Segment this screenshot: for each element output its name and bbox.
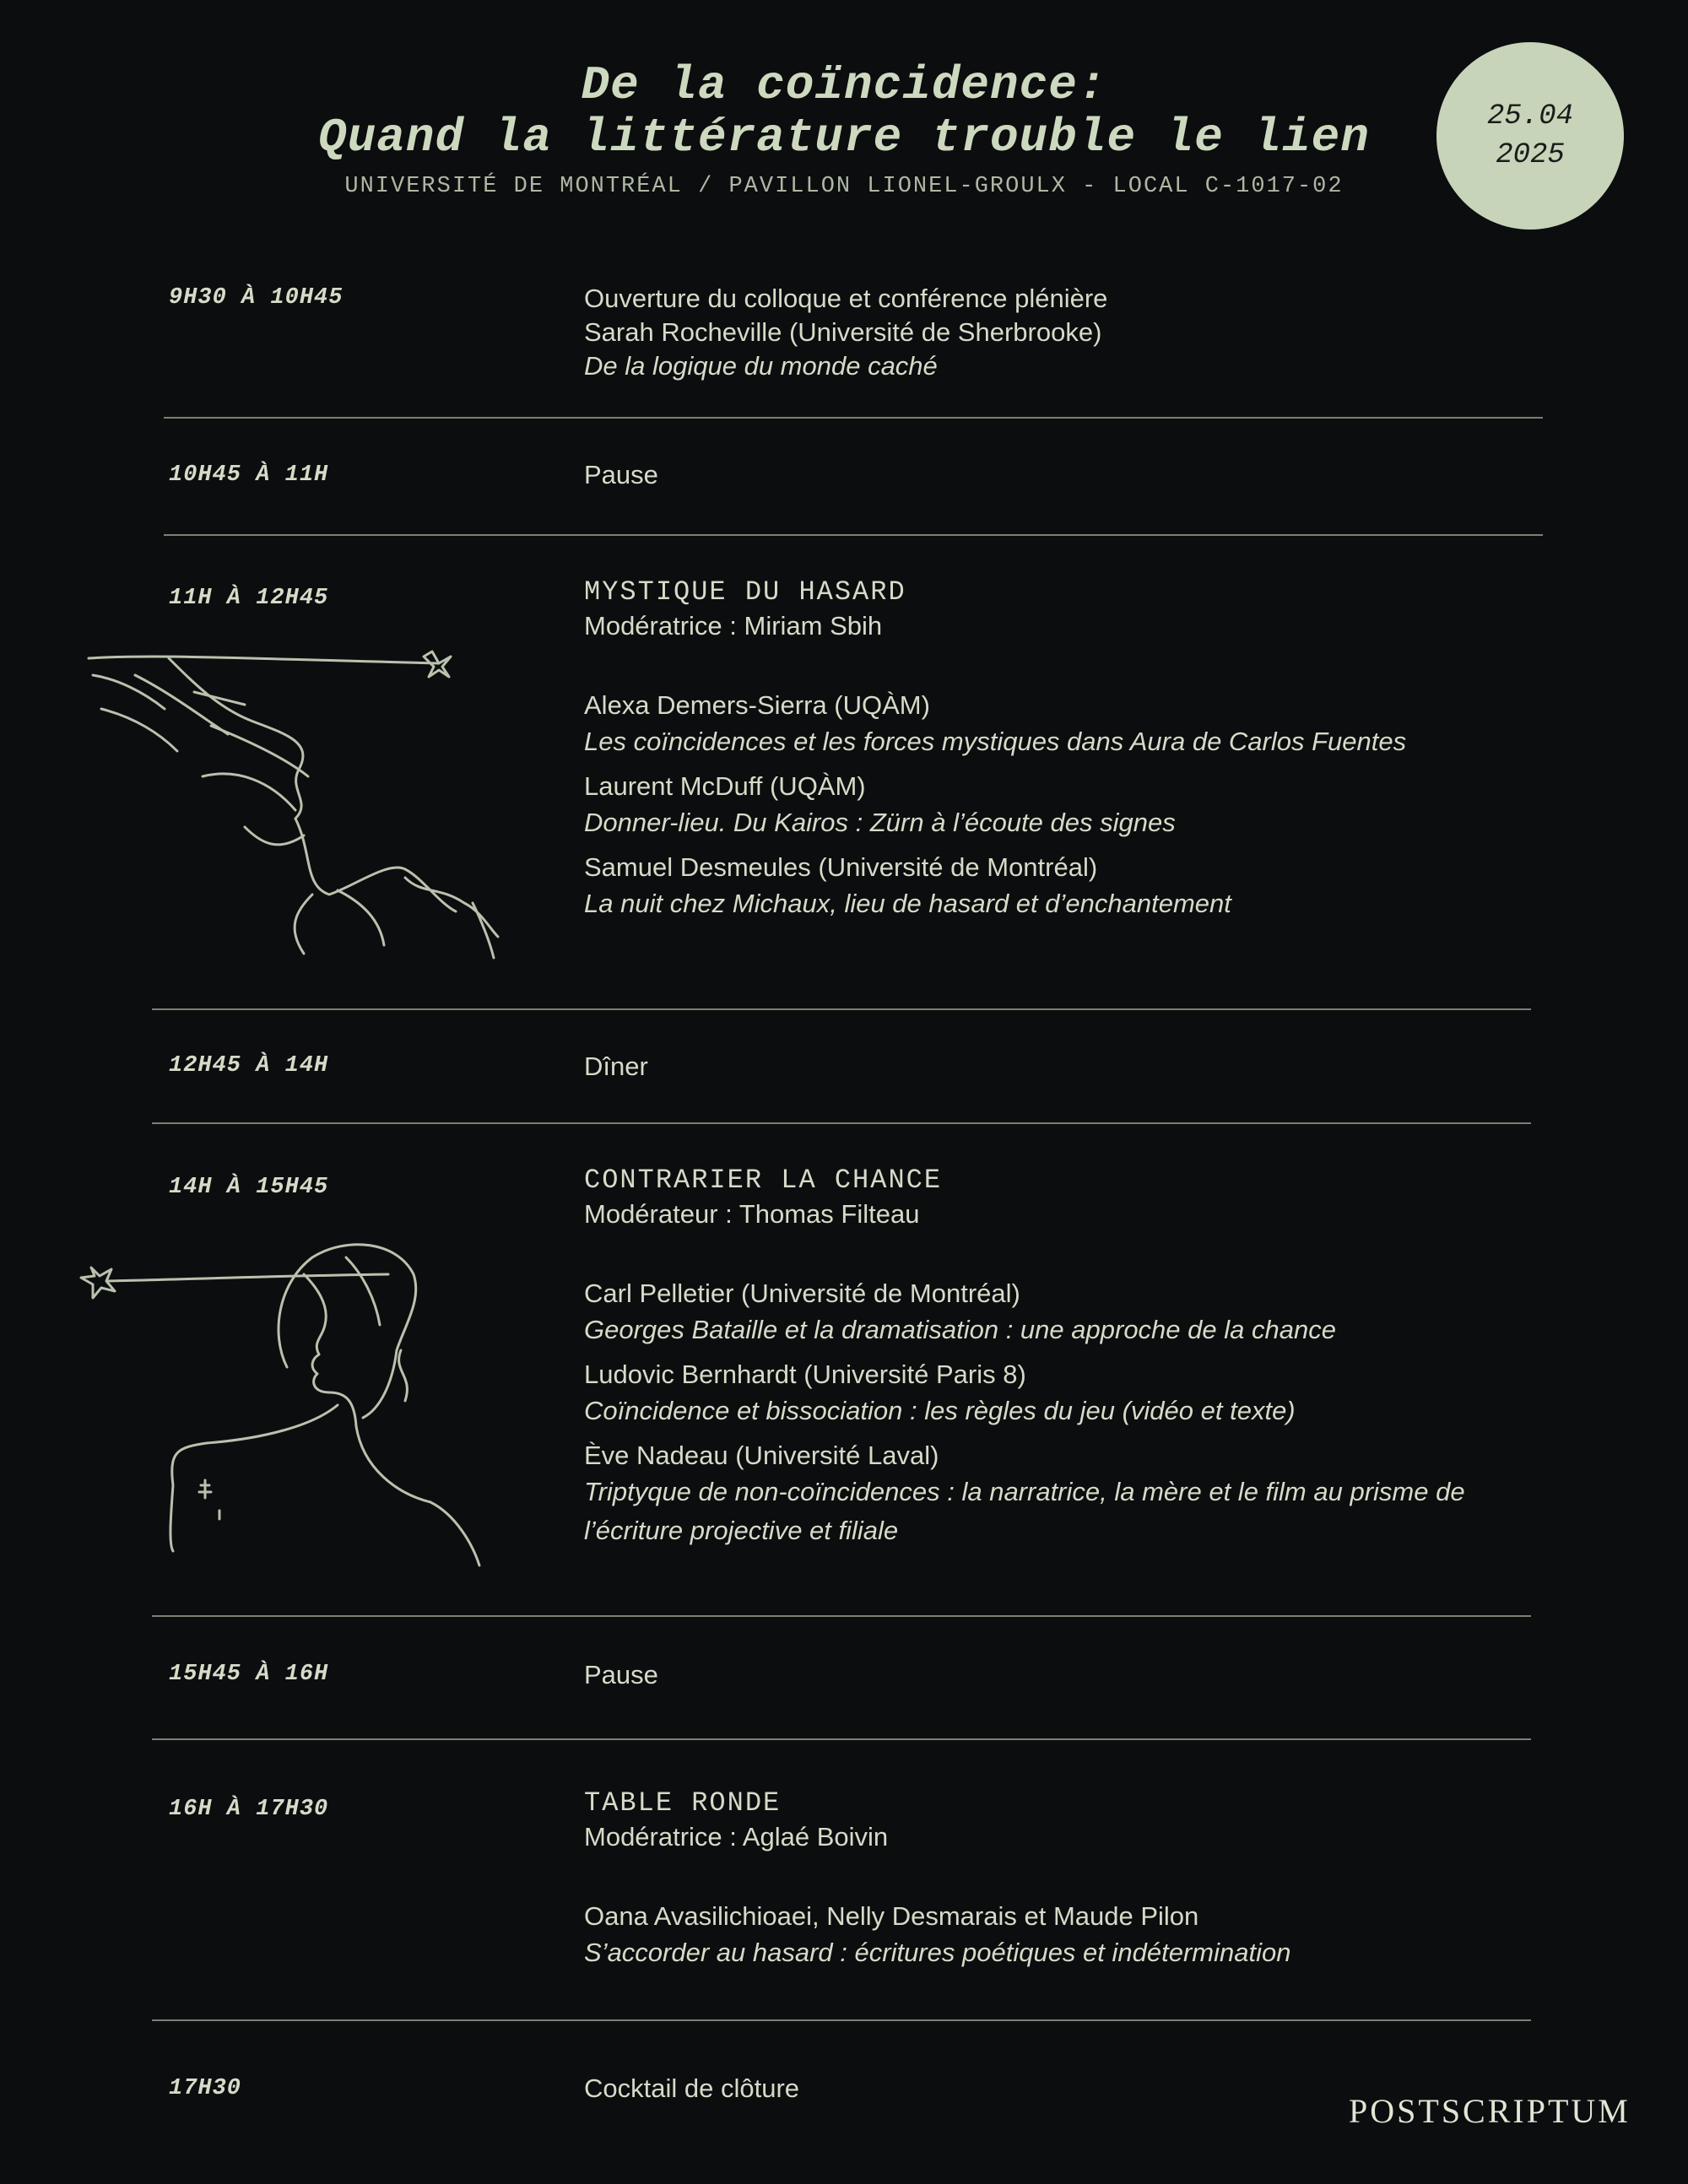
title-line-1: De la coïncidence:	[581, 58, 1107, 112]
plenary-title: De la logique du monde caché	[584, 351, 938, 381]
talk-title: Les coïncidences et les forces mystiques dans Aura de Carlos Fuentes	[584, 727, 1407, 756]
date-badge	[1436, 42, 1624, 230]
time-slot-7: 16H À 17H30	[169, 1797, 329, 1822]
time-slot-8: 17H30	[169, 2076, 242, 2101]
talk-title: Georges Bataille et la dramatisation : une approche de la chance	[584, 1315, 1336, 1344]
session-mystique	[584, 576, 1406, 923]
talk	[584, 1900, 1290, 1972]
location-subtitle: UNIVERSITÉ DE MONTRÉAL / PAVILLON LIONEL-GROULX - LOCAL C-1017-02	[344, 174, 1344, 199]
talk	[584, 1439, 1465, 1550]
lunch-label: Dîner	[584, 1051, 648, 1081]
divider	[152, 1008, 1531, 1010]
time-slot-5: 14H À 15H45	[169, 1175, 329, 1200]
talk-title: Donner-lieu. Du Kairos : Zürn à l’écoute des signes	[584, 808, 1176, 837]
session-title: MYSTIQUE DU HASARD	[584, 576, 906, 608]
postscriptum-logo: POSTSCRIPTUM	[1349, 2092, 1631, 2130]
talk-title: S’accorder au hasard : écritures poétiques et indétermination	[584, 1938, 1291, 1967]
divider	[152, 1615, 1531, 1617]
time-slot-1: 9H30 À 10H45	[169, 285, 344, 311]
speaker: Laurent McDuff (UQÀM)	[584, 771, 866, 801]
time-slot-2: 10H45 À 11H	[169, 462, 329, 488]
time-slot-3: 11H À 12H45	[169, 586, 329, 611]
speaker: Carl Pelletier (Université de Montréal)	[584, 1279, 1020, 1308]
session-title: CONTRARIER LA CHANCE	[584, 1165, 943, 1196]
moderator: Modérateur : Thomas Filteau	[584, 1199, 920, 1229]
opening-line: Ouverture du colloque et conférence plénière	[584, 284, 1108, 313]
session-contrarier	[584, 1164, 1465, 1550]
speaker: Ève Nadeau (Université Laval)	[584, 1441, 939, 1470]
talk	[584, 1277, 1465, 1349]
session-table-ronde	[584, 1787, 1290, 1972]
speaker: Samuel Desmeules (Université de Montréal)	[584, 852, 1098, 882]
sketch-bust-profile-illustration	[59, 1232, 532, 1570]
date-year: 2025	[1496, 139, 1565, 171]
date-day-month: 25.04	[1486, 100, 1574, 132]
speaker: Oana Avasilichioaei, Nelly Desmarais et Maude Pilon	[584, 1901, 1199, 1931]
header	[0, 59, 1688, 199]
divider	[152, 1738, 1531, 1740]
talk	[584, 1358, 1465, 1430]
pause-label: Pause	[584, 460, 658, 489]
time-slot-4: 12H45 À 14H	[169, 1053, 329, 1078]
session-opening	[584, 282, 1107, 383]
talk-title: La nuit chez Michaux, lieu de hasard et d’enchantement	[584, 889, 1231, 918]
time-slot-6: 15H45 À 16H	[169, 1662, 329, 1687]
speaker: Alexa Demers-Sierra (UQÀM)	[584, 690, 930, 720]
talk	[584, 770, 1406, 842]
divider	[164, 417, 1543, 419]
title-line-2: Quand la littérature trouble le lien	[318, 111, 1370, 165]
pause-label: Pause	[584, 1660, 658, 1689]
talk	[584, 689, 1406, 761]
closing-cocktail-label: Cocktail de clôture	[584, 2073, 800, 2103]
moderator: Modératrice : Aglaé Boivin	[584, 1822, 889, 1852]
talk-title: Triptyque de non-coïncidences : la narratrice, la mère et le film au prisme de	[584, 1477, 1465, 1506]
plenary-speaker: Sarah Rocheville (Université de Sherbrooke)	[584, 317, 1102, 347]
talk	[584, 851, 1406, 923]
divider	[164, 534, 1543, 536]
moderator: Modératrice : Miriam Sbih	[584, 611, 883, 641]
divider	[152, 1122, 1531, 1124]
speaker: Ludovic Bernhardt (Université Paris 8)	[584, 1360, 1026, 1389]
divider	[152, 2019, 1531, 2021]
sketch-reclining-figure-illustration	[84, 641, 540, 962]
talk-title-continued: l’écriture projective et filiale	[584, 1516, 899, 1545]
talk-title: Coïncidence et bissociation : les règles du jeu (vidéo et texte)	[584, 1396, 1296, 1425]
session-title: TABLE RONDE	[584, 1787, 782, 1819]
